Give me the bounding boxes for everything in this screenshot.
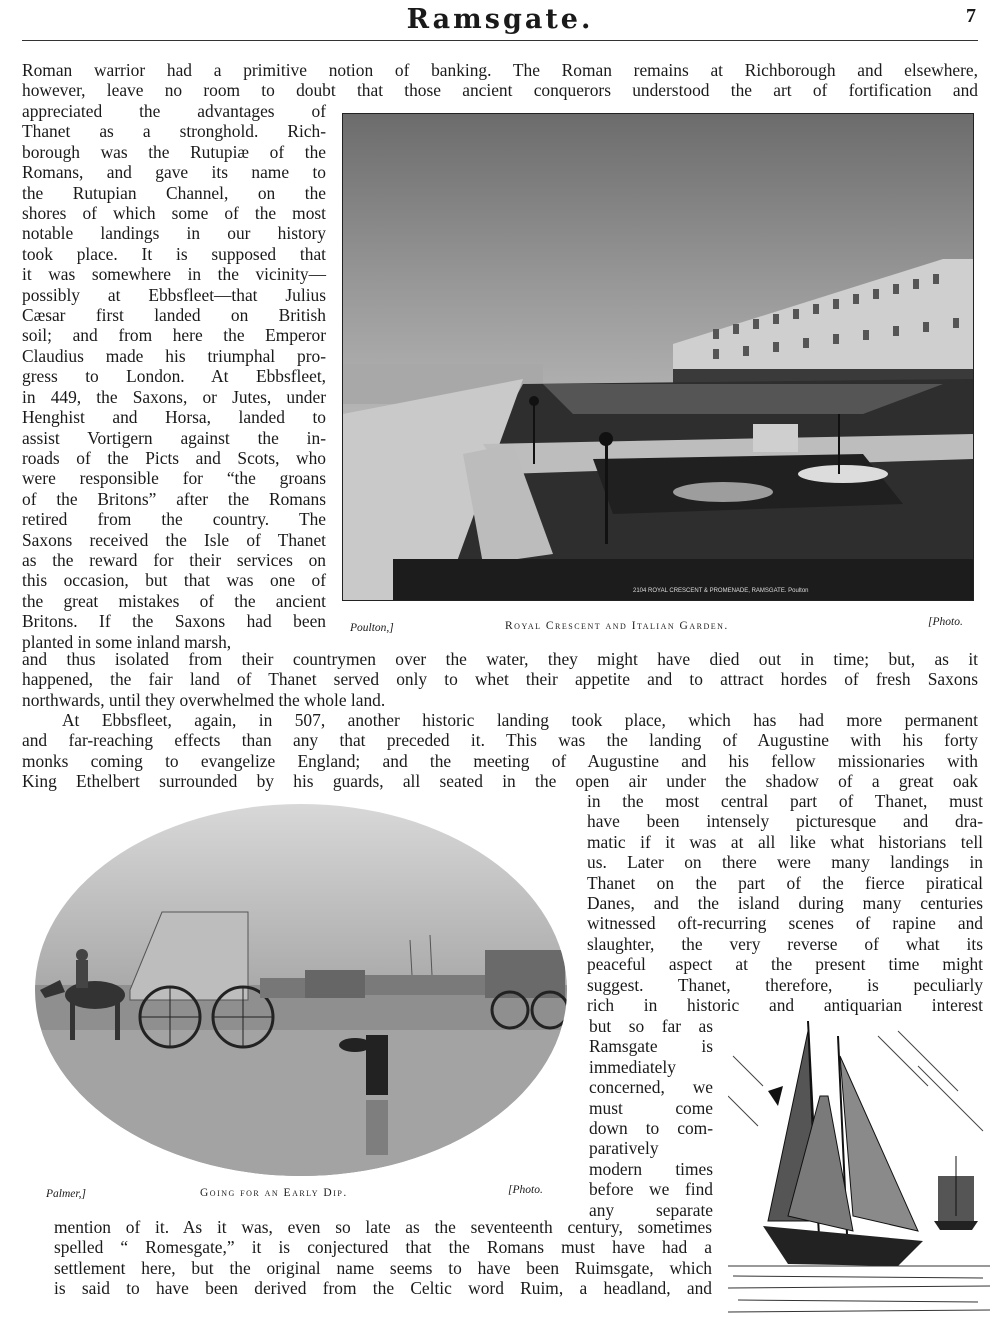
sailing-ship-engraving <box>728 1016 990 1326</box>
text-line: planted in some inland marsh, <box>22 631 232 652</box>
text-line: it was somewhere in the vicinity— <box>22 264 326 285</box>
text-line: retired from the country. The <box>22 509 326 530</box>
text-line: At Ebbsfleet, again, in 507, another historic landing took place, which has had more permanent <box>62 710 978 730</box>
text-line: and thus isolated from their countrymen over the water, they might have died out in time; but, as it <box>22 649 978 669</box>
text-line: however, leave no room to doubt that those ancient conquerors understood the art of fortification and <box>22 80 978 101</box>
header-rule <box>22 40 978 41</box>
text-line: gress to London. At Ebbsfleet, <box>22 366 326 387</box>
paragraph-2-bottom <box>54 1217 712 1299</box>
text-line: notable landings in our history <box>22 223 326 244</box>
text-line: Thanet as a stronghold. Rich- <box>22 121 326 142</box>
top-photo-credit-right: [Photo. <box>928 616 963 628</box>
text-line: as the reward for their services on <box>22 549 326 570</box>
text-line: have been intensely picturesque and dra- <box>587 811 983 832</box>
text-line: Romans, and gave its name to <box>22 162 326 183</box>
text-line: and far-reaching effects than any that preceded it. This was the landing of Augustine with his forty <box>22 730 978 751</box>
text-line: Saxons received the Isle of Thanet <box>22 529 326 550</box>
text-line: roads of the Picts and Scots, who <box>22 447 326 468</box>
text-line: matic if it was at all like what historians tell <box>587 831 983 852</box>
text-line: Thanet on the part of the fierce piratical <box>587 872 983 893</box>
text-line: mention of it. As it was, even so late as the seventeenth century, sometimes <box>54 1217 712 1237</box>
text-line: Roman warrior had a primitive notion of banking. The Roman remains at Richborough and elsewhere, <box>22 60 978 80</box>
text-line: down to com- <box>589 1118 713 1139</box>
text-line: but so far as <box>589 1016 713 1036</box>
text-line: before we find <box>589 1179 713 1200</box>
text-line: the great mistakes of the ancient <box>22 590 326 611</box>
text-line: took place. It is supposed that <box>22 243 326 264</box>
text-line: the Rutupian Channel, on the <box>22 182 326 203</box>
paragraph-1-top <box>22 60 978 101</box>
oval-photo-credit-left: Palmer,] <box>46 1188 86 1200</box>
text-line: monks coming to evangelize England; and the meeting of Augustine and his fellow missionaries with <box>22 750 978 771</box>
text-line: modern times <box>589 1158 713 1179</box>
top-photo-credit-left: Poulton,] <box>350 622 394 634</box>
text-line: us. Later on there were many landings in <box>587 852 983 873</box>
text-line: northwards, until they overwhelmed the whole land. <box>22 689 386 710</box>
top-photo-caption: Royal Crescent and Italian Garden. <box>505 620 729 632</box>
text-line: this occasion, but that was one of <box>22 570 326 591</box>
page-number: 7 <box>966 5 976 27</box>
text-line: is said to have been derived from the Celtic word Ruim, a headland, and <box>54 1278 712 1299</box>
text-line: Claudius made his triumphal pro- <box>22 345 326 366</box>
text-line: assist Vortigern against the in- <box>22 427 326 448</box>
text-line: paratively <box>589 1138 659 1159</box>
text-line: concerned, we <box>589 1077 713 1098</box>
text-line: shores of which some of the most <box>22 203 326 224</box>
early-dip-photo <box>30 800 572 1180</box>
text-line: Cæsar first landed on British <box>22 305 326 326</box>
paragraph-2-top <box>22 710 978 792</box>
text-line: Ramsgate is <box>589 1036 713 1057</box>
text-line: rich in historic and antiquarian interest <box>587 995 983 1016</box>
royal-crescent-photo <box>342 113 974 601</box>
text-line: immediately <box>589 1056 676 1077</box>
text-line: soil; and from here the Emperor <box>22 325 326 346</box>
text-line: were responsible for “the groans <box>22 468 326 489</box>
text-line: in 449, the Saxons, or Jutes, under <box>22 386 326 407</box>
text-line: borough was the Rutupiæ of the <box>22 141 326 162</box>
text-line: any separate <box>589 1199 713 1220</box>
page-title: Ramsgate. <box>406 4 594 35</box>
photo-plate-text: 2104 ROYAL CRESCENT & PROMENADE, RAMSGATE. Poulton <box>633 588 809 594</box>
text-line: slaughter, the very reverse of what its <box>587 933 983 954</box>
text-line: must come <box>589 1097 713 1118</box>
text-line: witnessed oft-recurring scenes of rapine and <box>587 913 983 934</box>
text-line: of the Britons” after the Romans <box>22 488 326 509</box>
text-line: Henghist and Horsa, landed to <box>22 407 326 428</box>
text-line: peaceful aspect at the present time might <box>587 954 983 975</box>
text-line: King Ethelbert surrounded by his guards, all seated in the open air under the shadow of a great oak <box>22 771 978 792</box>
oval-photo-credit-right: [Photo. <box>508 1184 543 1196</box>
text-line: suggest. Thanet, therefore, is peculiarly <box>587 974 983 995</box>
paragraph-1-bottom <box>22 649 978 710</box>
text-line: happened, the fair land of Thanet served only to whet their appetite and to attract hordes of fresh Saxons <box>22 669 978 690</box>
paragraph-2-narrow-column <box>589 1016 713 1220</box>
text-line: appreciated the advantages of <box>22 101 326 121</box>
text-line: Danes, and the island during many centuries <box>587 893 983 914</box>
text-line: Britons. If the Saxons had been <box>22 611 326 632</box>
text-line: in the most central part of Thanet, must <box>587 791 983 811</box>
paragraph-2-right-column <box>587 791 983 1015</box>
oval-photo-caption: Going for an Early Dip. <box>200 1187 348 1199</box>
text-line: spelled “ Romesgate,” it is conjectured that the Romans must have had a <box>54 1237 712 1258</box>
paragraph-1-left-column <box>22 101 326 652</box>
text-line: possibly at Ebbsfleet—that Julius <box>22 284 326 305</box>
text-line: settlement here, but the original name seems to have been Ruimsgate, which <box>54 1257 712 1278</box>
